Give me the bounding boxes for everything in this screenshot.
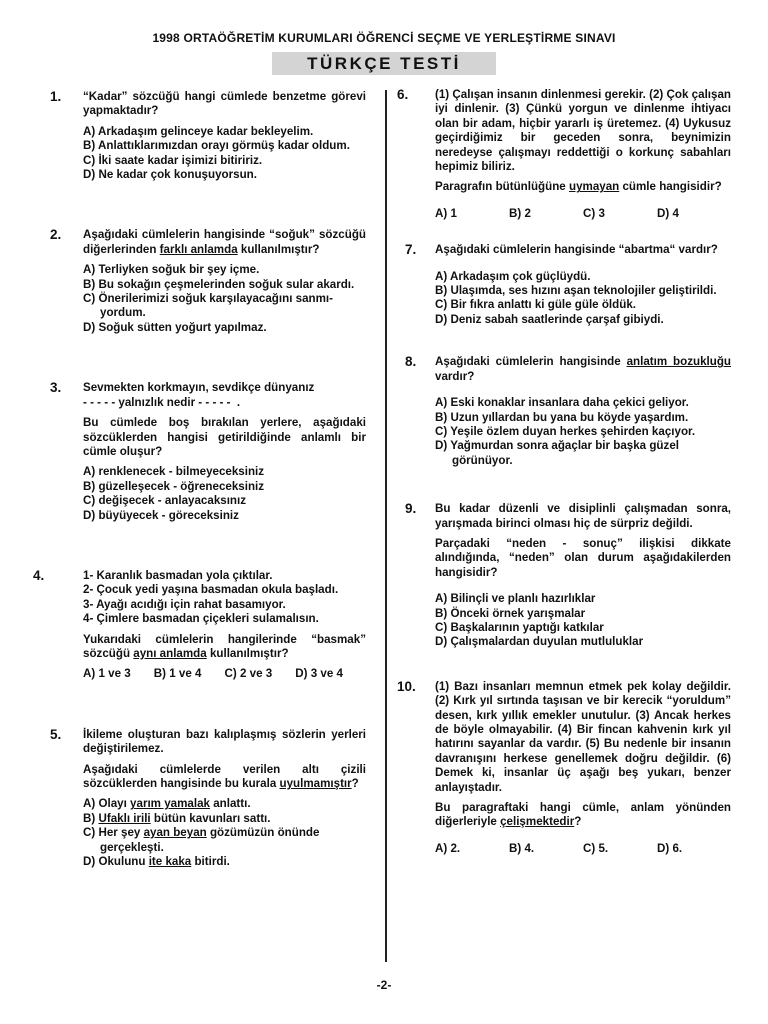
options-row (435, 207, 731, 221)
option-c[interactable] (83, 826, 366, 855)
stem-text: Bu paragraftaki hangi cümle, anlam yönünden diğerleriyle (435, 801, 731, 829)
option-a[interactable]: A) Arkadaşım gelinceye kadar bekleyelim. (83, 124, 314, 138)
option-b[interactable]: B) Ulaşımda, ses hızını aşan teknolojiler geliştirildi. (435, 284, 717, 298)
option-c[interactable]: C) Önerilerimizi soğuk karşılayacağını sanmı-yordum. (83, 292, 334, 320)
exam-title: 1998 ORTAÖĞRETİM KURUMLARI ÖĞRENCİ SEÇME VE YERLEŞTİRME SINAVI (152, 31, 616, 45)
option-a[interactable]: A) renklenecek - bilmeyeceksiniz (83, 465, 265, 479)
options-row (83, 667, 366, 681)
question-passage: (1) Çalışan insanın dinlenmesi gerekir. (2) Çok çalışan iyi dinlenir. (3) Çünkü yorgun ve dinlenme ihtiyacı olan bir adam, hiçbir yararlı iş üretemez. (4) Uykusuz geçirdiğimiz bir geceden sonra, beynimizin neredeyse çalışmayı reddettiği o korkunç sabahları hepimiz biliriz. (435, 88, 731, 174)
option-b[interactable]: B) Uzun yıllardan bu yana bu köyde yaşardım. (435, 410, 689, 424)
options-row (435, 842, 731, 856)
option-d[interactable]: D) Soğuk sütten yoğurt yapılmaz. (83, 320, 267, 334)
question-6 (397, 88, 731, 221)
option-text: gözümüzün önünde gerçekleşti. (100, 826, 320, 854)
option-text: anlattı. (209, 797, 251, 811)
option-a[interactable]: A) 1 ve 3 (83, 667, 131, 681)
question-4 (33, 567, 366, 682)
option-d[interactable] (83, 855, 366, 869)
option-b[interactable]: B) 1 ve 4 (153, 667, 202, 681)
test-title: TÜRKÇE TESTİ (272, 52, 496, 75)
question-number: 2. (50, 227, 62, 243)
question-stem: Bu cümlede boş bırakılan yerlere, aşağıdaki sözcüklerden hangisi getirildiğinde anlamlı bir cümle oluşur? (83, 416, 366, 458)
question-5 (50, 728, 366, 870)
option-d[interactable]: D) Yağmurdan sonra ağaçlar bir başka güzel görünüyor. (435, 439, 679, 467)
question-2 (50, 228, 366, 335)
question-number: 1. (50, 89, 62, 104)
sentence-blank-line: - - - - - yalnızlık nedir - - - - - . (83, 395, 241, 409)
question-9 (397, 502, 731, 650)
option-underlined: Ufaklı irili (98, 811, 151, 825)
question-stem: Aşağıdaki cümlelerin hangisinde “abartma“ vardır? (435, 243, 718, 257)
question-stem: “Kadar” sözcüğü hangi cümlede benzetme görevi yapmaktadır? (83, 90, 366, 118)
stem-text: cümle hangisidir? (619, 180, 722, 194)
question-number: 5. (50, 726, 62, 742)
option-a[interactable]: A) 1 (435, 206, 457, 220)
option-d[interactable]: D) 3 ve 4 (295, 667, 343, 681)
option-b[interactable]: B) Bu sokağın çeşmelerinden soğuk sular akardı. (83, 277, 355, 291)
question-stem (435, 801, 731, 830)
option-c[interactable]: C) 5. (583, 841, 609, 855)
question-sentence (83, 381, 366, 410)
stem-underlined: anlatım bozukluğu (626, 355, 731, 369)
question-number: 9. (405, 501, 417, 517)
stem-text: kullanılmıştır? (206, 646, 289, 660)
option-c[interactable]: C) değişecek - anlayacaksınız (83, 494, 247, 508)
stem-text: Yukarıdaki cümlelerin hangilerinde “basmak” sözcüğü (83, 632, 366, 660)
option-a[interactable]: A) Bilinçli ve planlı hazırlıklar (435, 592, 596, 606)
left-column (33, 89, 366, 869)
option-b[interactable]: B) Anlattıklarımızdan orayı görmüş kadar oldum. (83, 139, 350, 153)
question-passage: Bu kadar düzenli ve disiplinli çalışmadan sonra, yarışmada birinci olması hiç de sürpriz değildi. (435, 502, 731, 530)
option-c[interactable]: C) Yeşile özlem duyan herkes şehirden kaçıyor. (435, 424, 696, 438)
option-d[interactable]: D) Deniz sabah saatlerinde çarşaf gibiydi. (435, 312, 664, 326)
stem-text: Paragrafın bütünlüğüne (435, 180, 569, 194)
option-b[interactable]: B) Önceki örnek yarışmalar (435, 606, 586, 620)
option-a[interactable]: A) Arkadaşım çok güçlüydü. (435, 269, 591, 283)
question-stem (435, 180, 731, 194)
option-c[interactable]: C) 3 (583, 206, 605, 220)
option-b[interactable] (83, 812, 366, 826)
question-stem (83, 228, 366, 257)
column-divider (385, 90, 387, 962)
question-number: 8. (405, 354, 417, 370)
question-number: 3. (50, 380, 62, 396)
option-b[interactable]: B) 4. (509, 841, 535, 855)
stem-text: ? (574, 815, 582, 829)
option-c[interactable]: C) İki saate kadar işimizi bitiririz. (83, 153, 263, 167)
stem-text: kullanılmıştır? (237, 242, 320, 256)
question-stem: Parçadaki “neden - sonuç” ilişkisi dikkate alındığında, “neden” olan durum aşağıdakilerden hangisidir? (435, 536, 731, 579)
option-c[interactable]: C) Başkalarının yaptığı katkılar (435, 620, 604, 634)
numbered-sentence: 4- Çimlere basmadan çiçekleri sulamalısın. (83, 612, 319, 626)
option-underlined: ite kaka (148, 855, 192, 869)
stem-underlined: aynı anlamda (133, 646, 207, 660)
right-column (397, 88, 731, 856)
page-number: -2- (376, 978, 392, 992)
option-d[interactable]: D) 6. (657, 841, 683, 855)
numbered-sentence: 2- Çocuk yedi yaşına basmadan okula başladı. (83, 583, 339, 597)
question-3 (50, 381, 366, 523)
option-d[interactable]: D) Çalışmalardan duyulan mutluluklar (435, 635, 644, 649)
option-a[interactable] (83, 797, 366, 811)
question-10 (397, 680, 731, 856)
question-number: 10. (397, 678, 416, 694)
option-a[interactable]: A) Eski konaklar insanlara daha çekici geliyor. (435, 396, 689, 410)
question-number: 6. (397, 87, 409, 102)
option-d[interactable]: D) Ne kadar çok konuşuyorsun. (83, 168, 257, 182)
option-underlined: ayan beyan (143, 826, 207, 840)
option-a[interactable]: A) Terliyken soğuk bir şey içme. (83, 263, 260, 277)
option-b[interactable]: B) 2 (509, 206, 531, 220)
sentence-line: Sevmekten korkmayın, sevdikçe dünyanız (83, 381, 315, 395)
numbered-sentence: 3- Ayağı acıdığı için rahat basamıyor. (83, 597, 286, 611)
question-1 (50, 90, 366, 182)
stem-text: Aşağıdaki cümlelerin hangisinde (435, 355, 627, 369)
question-number: 7. (405, 242, 417, 258)
question-stem (83, 633, 366, 662)
option-text: D) Okulunu (83, 855, 149, 869)
option-d[interactable]: D) büyüyecek - göreceksiniz (83, 508, 239, 522)
option-underlined: yarım yamalak (130, 797, 210, 811)
option-b[interactable]: B) güzelleşecek - öğreneceksiniz (83, 479, 265, 493)
option-d[interactable]: D) 4 (657, 206, 679, 220)
question-passage: (1) Bazı insanları memnun etmek pek kolay değildir. (2) Kırk yıl sırtında taşısan ve bir kerecik “yoruldum” desen, kırk yıllık emekler unutulur. (3) Ancak herkes de böyle olmayabilir. (4) Bir fincan kahvenin kırk yıl hatırını sayanlar da vardır. (5) Bu nedenle bir insanın davranışını herkese genellemek doğru değildir. (6) Demek ki, insanlar üç aşağı beş yukarı, benzer anlayıştadır. (435, 679, 731, 794)
question-intro: İkileme oluşturan bazı kalıplaşmış sözlerin yerleri değiştirilemez. (83, 727, 366, 756)
stem-text: ? (351, 777, 359, 790)
question-number: 4. (33, 567, 45, 583)
stem-underlined: çelişmektedir (500, 815, 575, 829)
option-c[interactable]: C) Bir fıkra anlattı ki güle güle öldük. (435, 298, 636, 312)
question-stem (83, 763, 366, 792)
numbered-sentence: 1- Karanlık basmadan yola çıktılar. (83, 568, 273, 582)
option-c[interactable]: C) 2 ve 3 (224, 667, 273, 681)
option-text: bütün kavunları sattı. (150, 811, 271, 825)
stem-text: Aşağıdaki cümlelerde verilen altı çizili sözcüklerden hangisinde bu kurala (83, 762, 366, 790)
option-a[interactable]: A) 2. (435, 841, 461, 855)
option-text: A) Olayı (83, 797, 131, 811)
stem-underlined: uymayan (568, 180, 620, 194)
question-stem (435, 355, 731, 384)
option-text: B) (83, 811, 99, 825)
stem-text: Aşağıdaki cümlelerin hangisinde “soğuk” sözcüğü diğerlerinden (83, 228, 366, 256)
stem-underlined: farklı anlamda (159, 242, 238, 256)
stem-text: vardır? (435, 369, 475, 383)
option-text: C) Her şey (83, 826, 144, 840)
question-8 (397, 355, 731, 468)
stem-underlined: uyulmamıştır (279, 777, 352, 790)
option-text: bitirdi. (191, 855, 230, 869)
question-7 (397, 243, 731, 327)
